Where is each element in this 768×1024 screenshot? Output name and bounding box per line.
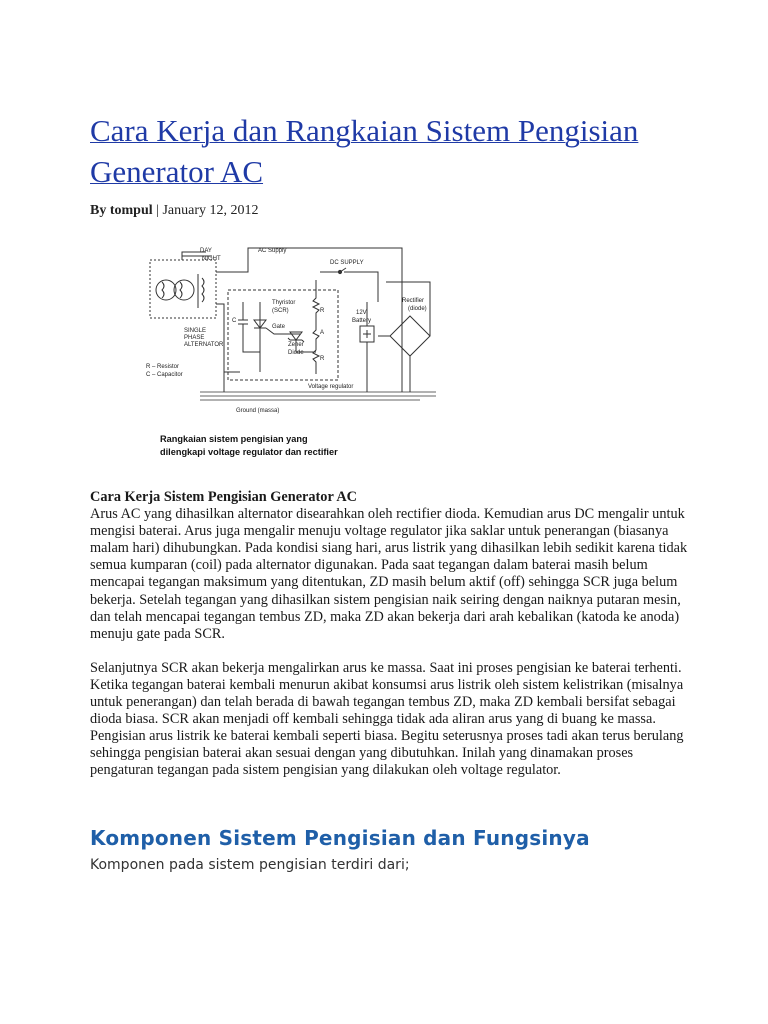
label-phase: PHASE	[184, 335, 205, 341]
label-battery-v: 12V	[356, 310, 367, 316]
legend-capacitor: C – Capacitor	[146, 372, 183, 378]
label-diode: Diode	[288, 350, 304, 356]
label-gate: Gate	[272, 324, 286, 330]
label-rectifier: Rectifier	[402, 298, 425, 304]
label-c: C	[232, 318, 237, 324]
article-body	[90, 489, 688, 780]
label-rectifier-sub: (diode)	[408, 306, 427, 312]
figure-caption-line1: Rangkaian sistem pengisian yang	[160, 434, 308, 444]
label-day: DAY	[200, 248, 212, 254]
body-paragraph-2: Selanjutnya SCR akan bekerja mengalirkan arus ke massa. Saat ini proses pengisian ke baterai terhenti. Ketika tegangan baterai kembali menurun akibat konsumsi arus listrik oleh sistem kelistrikan (misalnya untuk penerangan) dan telah berada di bawah tegangan tembus ZD, maka ZD kembali bersifat sebagai dioda biasa. SCR akan menjadi off kembali sehingga tidak ada aliran arus yang di buang ke massa. Pengisian arus listrik ke baterai kembali seperti biasa. Begitu seterusnya proses tadi akan terus berulang sehingga pengisian baterai akan sesuai dengan yang dibutuhkan. Inilah yang dinamakan proses pengaturan tegangan pada sistem pengisian yang dilakukan oleh voltage regulator.	[90, 659, 684, 779]
author-name: tompul	[109, 203, 153, 218]
author-prefix: By	[90, 203, 110, 218]
label-alternator: ALTERNATOR	[184, 342, 224, 348]
label-a: A	[320, 330, 325, 336]
section-heading: Komponen Sistem Pengisian dan Fungsinya	[90, 826, 590, 850]
label-r1: R	[320, 308, 325, 314]
label-dc-supply: DC SUPPLY	[330, 260, 364, 266]
label-r2: R	[320, 356, 325, 362]
section-intro: Komponen pada sistem pengisian terdiri dari;	[90, 857, 410, 873]
circuit-diagram-figure	[140, 242, 440, 470]
meta-separator: |	[152, 203, 163, 218]
label-zener: Zener	[288, 342, 304, 348]
label-scr: (SCR)	[272, 308, 289, 314]
label-voltage-regulator: Voltage regulator	[308, 384, 354, 390]
label-thyristor: Thyristor	[272, 300, 296, 306]
figure-caption-line2: dilengkapi voltage regulator dan rectifier	[160, 447, 338, 457]
label-ground: Ground (massa)	[236, 408, 280, 414]
article-meta	[90, 203, 259, 219]
body-paragraph-1: Arus AC yang dihasilkan alternator disearahkan oleh rectifier dioda. Kemudian arus DC mengalir untuk mengisi baterai. Arus juga mengalir menuju voltage regulator jika saklar untuk penerangan (biasanya malam hari) dihubungkan. Pada kondisi siang hari, arus listrik yang dihasilkan lebih sedikit karena tidak semua kumparan (coil) pada alternator digunakan. Pada saat tegangan dalam baterai masih belum mencapai tegangan maksimum yang ditentukan, ZD masih belum aktif (off) sehingga SCR juga belum bekerja. Setelah tegangan yang dihasilkan sistem pengisian naik seiring dengan naiknya putaran mesin, dan telah mencapai tegangan tembus ZD, maka ZD akan bekerja dari arah kebalikan (katoda ke anoda) menuju gate pada SCR.	[90, 506, 688, 642]
legend-resistor: R – Resistor	[146, 364, 180, 370]
label-single: SINGLE	[184, 328, 207, 334]
article-title-link[interactable]: Cara Kerja dan Rangkaian Sistem Pengisian Generator AC	[90, 113, 639, 189]
label-night: NIGHT	[202, 256, 221, 262]
alternator-icon	[150, 260, 216, 318]
label-ac-supply: AC Supply	[258, 248, 287, 254]
publish-date: January 12, 2012	[162, 203, 259, 218]
label-battery: Battery	[352, 318, 372, 324]
body-subheading: Cara Kerja Sistem Pengisian Generator AC	[90, 489, 357, 505]
